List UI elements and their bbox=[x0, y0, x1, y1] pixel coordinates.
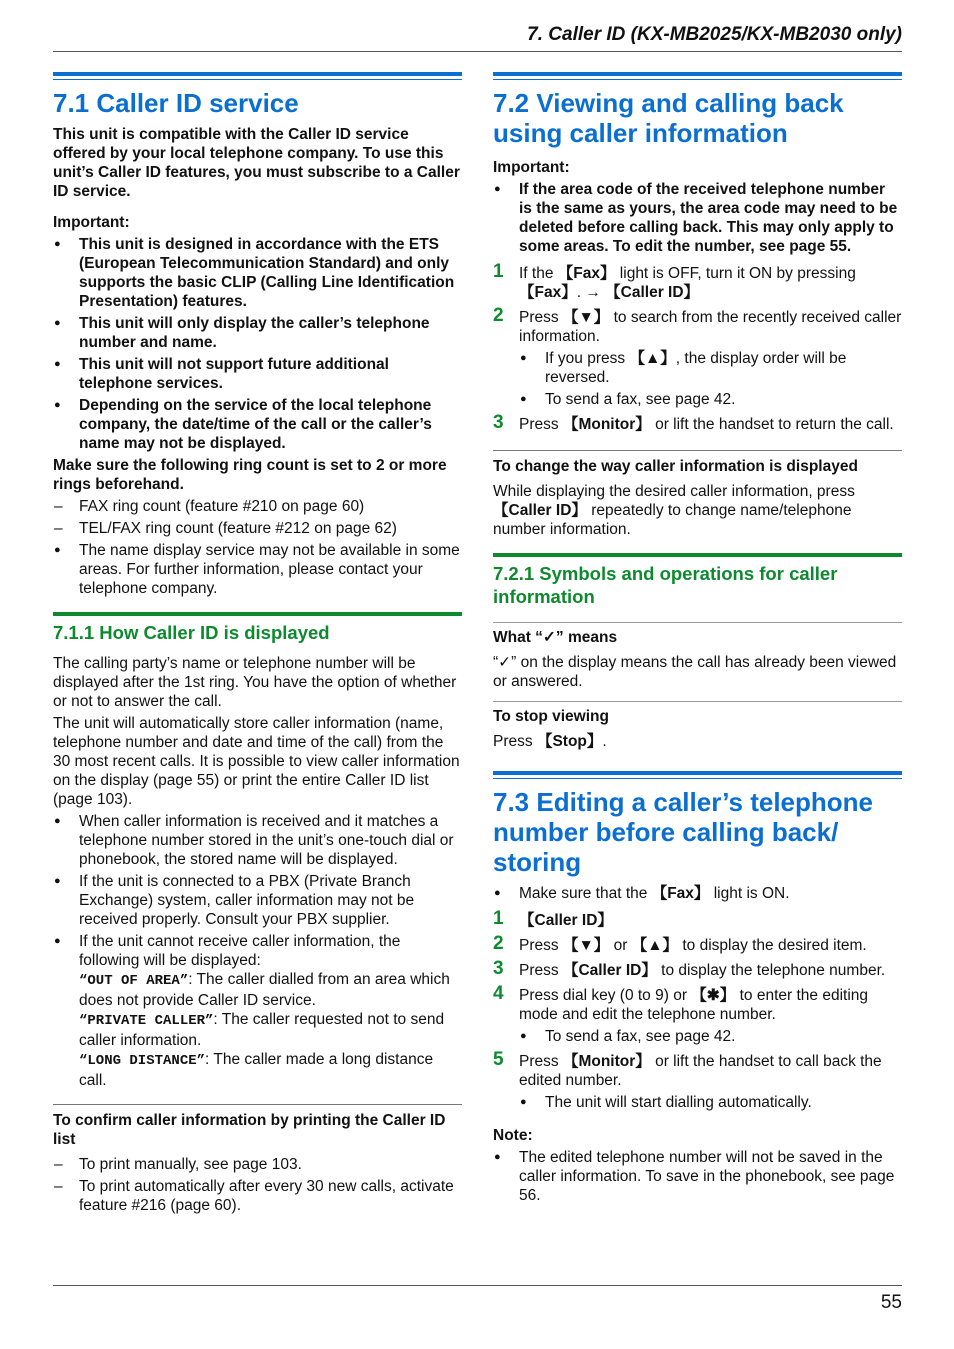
step-sub-bullet: ● To send a fax, see page 42. bbox=[493, 390, 902, 409]
step-text: Press bbox=[519, 937, 563, 954]
monitor-key: 【Monitor】 bbox=[562, 416, 651, 433]
fax-key: 【Fax】 bbox=[651, 885, 710, 902]
step-text: to search from the recently received caller information. bbox=[519, 309, 902, 345]
change-display-heading: To change the way caller information is displayed bbox=[493, 458, 858, 475]
stop-viewing-text bbox=[493, 732, 902, 751]
step-sub-bullet bbox=[493, 349, 902, 387]
text: While displaying the desired caller information, press bbox=[493, 483, 855, 500]
text: Make sure that the bbox=[519, 885, 652, 902]
section-rule bbox=[493, 771, 902, 779]
section-title-7-1: 7.1 Caller ID service bbox=[53, 88, 299, 118]
info-bullet: ● If the unit is connected to a PBX (Private Branch Exchange) system, caller information may not be received properly. Consult your PBX supplier. bbox=[53, 872, 462, 929]
display-code-long-distance: “LONG DISTANCE” bbox=[79, 1053, 206, 1069]
fax-key: 【Fax】 bbox=[557, 265, 616, 282]
caller-id-key: 【Caller ID】 bbox=[493, 502, 587, 519]
edit-step-5 bbox=[493, 1049, 902, 1090]
up-key: 【▲】 bbox=[629, 350, 676, 367]
important-label: Important: bbox=[53, 214, 130, 231]
divider bbox=[53, 1104, 462, 1105]
caller-id-key: 【Caller ID】 bbox=[519, 912, 613, 929]
important-bullet: ● Depending on the service of the local telephone company, the date/time of the call or the caller’s name may not be displayed. bbox=[53, 396, 462, 453]
important-label: Important: bbox=[493, 159, 570, 176]
step-number: 2 bbox=[493, 305, 504, 326]
step-text: to enter the editing mode and edit the telephone number. bbox=[519, 987, 869, 1023]
down-key: 【▼】 bbox=[562, 937, 610, 954]
subsection-title-7-2-1: 7.2.1 Symbols and operations for caller information bbox=[493, 563, 838, 607]
down-key: 【▼】 bbox=[562, 309, 610, 326]
running-head: 7. Caller ID (KX-MB2025/KX-MB2030 only) bbox=[53, 22, 902, 52]
change-display-text bbox=[493, 482, 902, 539]
display-desc: : The caller requested not to send caller information. bbox=[79, 1011, 445, 1049]
fax-key: 【Fax】 bbox=[519, 284, 577, 301]
intro-text: This unit is compatible with the Caller ID service offered by your local telephone company. To use this unit’s Caller ID features, you must subscribe to a Caller ID service. bbox=[53, 126, 460, 200]
confirm-item: – To print automatically after every 30 new calls, activate feature #216 (page 60). bbox=[53, 1177, 462, 1215]
step-text: or lift the handset to return the call. bbox=[650, 416, 894, 433]
monitor-key: 【Monitor】 bbox=[562, 1053, 651, 1070]
step-1 bbox=[493, 261, 902, 302]
info-bullet bbox=[53, 932, 462, 1090]
step-text: If the bbox=[519, 265, 558, 282]
step-number: 4 bbox=[493, 983, 504, 1004]
step-sub-bullet: ● The unit will start dialling automatically. bbox=[493, 1093, 902, 1112]
subsection-title-7-1-1: 7.1.1 How Caller ID is displayed bbox=[53, 622, 330, 643]
left-column bbox=[53, 72, 462, 1218]
step-text: Press dial key (0 to 9) or bbox=[519, 987, 692, 1004]
what-means-heading: What “✓” means bbox=[493, 629, 618, 646]
step-number: 5 bbox=[493, 1049, 504, 1070]
subsection-rule bbox=[493, 553, 902, 557]
divider bbox=[493, 450, 902, 451]
page-number: 55 bbox=[53, 1285, 902, 1317]
paragraph: The calling party’s name or telephone number will be displayed after the 1st ring. You have the option of whether or not to answer the call. bbox=[53, 655, 457, 710]
step-number: 3 bbox=[493, 412, 504, 433]
make-sure-bullet bbox=[493, 884, 902, 903]
step-2 bbox=[493, 305, 902, 346]
display-code-out-of-area: “OUT OF AREA” bbox=[79, 973, 189, 989]
paragraph: The unit will automatically store caller information (name, telephone number and date and time of the call) from the 30 most recent calls. It is possible to view caller information on the display (page 55) or print the entire Caller ID list (page 103). bbox=[53, 715, 460, 808]
note-label: Note: bbox=[493, 1127, 533, 1144]
step-text: Press bbox=[519, 962, 563, 979]
note-bullet: ● The edited telephone number will not be saved in the caller information. To save in the phonebook, see page 56. bbox=[493, 1148, 902, 1205]
confirm-heading: To confirm caller information by printing the Caller ID list bbox=[53, 1112, 446, 1148]
step-text: Press bbox=[519, 309, 563, 326]
ring-count-item: – FAX ring count (feature #210 on page 60) bbox=[53, 497, 462, 516]
edit-step-2 bbox=[493, 933, 902, 955]
name-display-bullet: ● The name display service may not be available in some areas. For further information, please contact your telephone company. bbox=[53, 541, 462, 598]
step-3 bbox=[493, 412, 902, 434]
up-key: 【▲】 bbox=[631, 937, 679, 954]
step-text: . → bbox=[576, 284, 606, 301]
display-code-private-caller: “PRIVATE CALLER” bbox=[79, 1013, 214, 1029]
step-text: to display the telephone number. bbox=[656, 962, 886, 979]
stop-viewing-heading: To stop viewing bbox=[493, 708, 609, 725]
subsection-rule bbox=[53, 612, 462, 616]
step-text: light is OFF, turn it ON by pressing bbox=[615, 265, 856, 282]
text: repeatedly to change name/telephone number information. bbox=[493, 502, 852, 538]
text: Press bbox=[493, 733, 537, 750]
info-bullet: ● When caller information is received and it matches a telephone number stored in the unit’s one-touch dial or phonebook, the stored name will be displayed. bbox=[53, 812, 462, 869]
step-sub-bullet: ● To send a fax, see page 42. bbox=[493, 1027, 902, 1046]
step-text: Press bbox=[519, 416, 563, 433]
text: light is ON. bbox=[709, 885, 790, 902]
section-rule bbox=[493, 72, 902, 80]
important-bullet: ● This unit is designed in accordance with the ETS (European Telecommunication Standard) and only supports the basic CLIP (Calling Line Identification Presentation) features. bbox=[53, 235, 462, 311]
section-rule bbox=[53, 72, 462, 80]
what-means-text: “✓” on the display means the call has already been viewed or answered. bbox=[493, 654, 897, 690]
edit-step-4 bbox=[493, 983, 902, 1024]
info-bullet-text: If the unit cannot receive caller information, the following will be displayed: bbox=[79, 933, 401, 969]
section-title-7-2: 7.2 Viewing and calling back using caller information bbox=[493, 88, 844, 148]
text: . bbox=[602, 733, 607, 750]
ring-count-item: – TEL/FAX ring count (feature #212 on page 62) bbox=[53, 519, 462, 538]
step-number: 1 bbox=[493, 261, 504, 282]
step-text: or bbox=[609, 937, 632, 954]
display-desc: : The caller dialled from an area which does not provide Caller ID service. bbox=[79, 971, 450, 1009]
important-bullet: ● If the area code of the received telephone number is the same as yours, the area code may need to be deleted before calling back. This may only apply to some areas. To edit the number, see page 55. bbox=[493, 180, 902, 256]
step-text: or lift the handset to call back the edited number. bbox=[519, 1053, 882, 1089]
step-number: 3 bbox=[493, 958, 504, 979]
divider bbox=[493, 701, 902, 702]
sub-text: , the display order will be reversed. bbox=[545, 350, 847, 386]
important-bullet: ● This unit will not support future additional telephone services. bbox=[53, 355, 462, 393]
important-bullet: ● This unit will only display the caller’s telephone number and name. bbox=[53, 314, 462, 352]
section-title-7-3: 7.3 Editing a caller’s telephone number before calling back/ storing bbox=[493, 787, 874, 877]
ring-count-note: Make sure the following ring count is set to 2 or more rings beforehand. bbox=[53, 457, 447, 493]
edit-step-3 bbox=[493, 958, 902, 980]
caller-id-key: 【Caller ID】 bbox=[605, 284, 700, 301]
star-key: 【✱】 bbox=[691, 987, 736, 1004]
step-number: 2 bbox=[493, 933, 504, 954]
right-column bbox=[493, 72, 902, 1208]
step-number: 1 bbox=[493, 908, 504, 929]
confirm-item: – To print manually, see page 103. bbox=[53, 1155, 462, 1174]
caller-id-key: 【Caller ID】 bbox=[562, 962, 657, 979]
step-text: to display the desired item. bbox=[678, 937, 867, 954]
stop-key: 【Stop】 bbox=[536, 733, 603, 750]
divider bbox=[493, 622, 902, 623]
sub-text: If you press bbox=[545, 350, 630, 367]
display-desc: : The caller made a long distance call. bbox=[79, 1051, 434, 1089]
step-text: Press bbox=[519, 1053, 563, 1070]
edit-step-1 bbox=[493, 908, 902, 930]
